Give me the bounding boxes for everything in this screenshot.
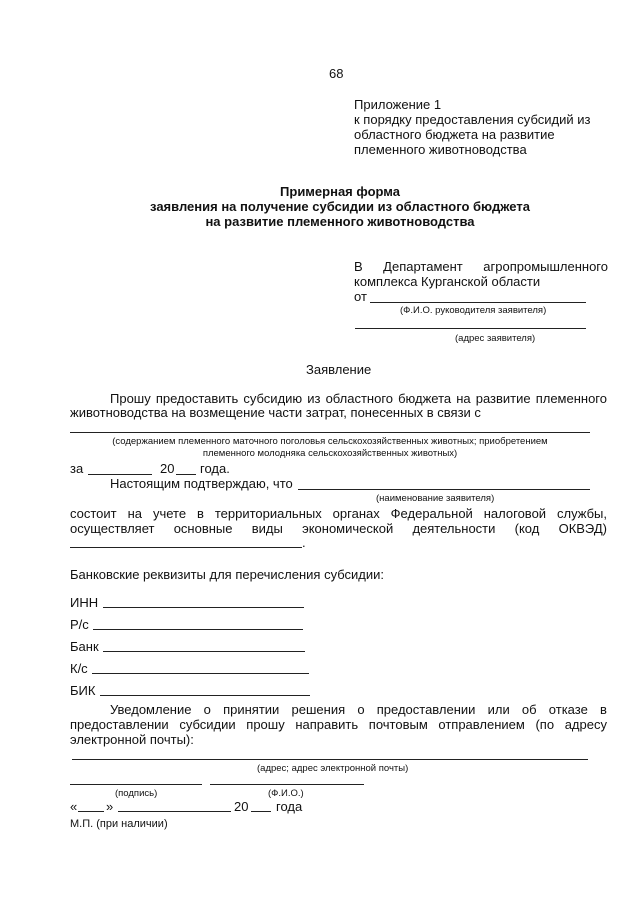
notice-word: о [203, 702, 211, 717]
appendix-line-3: племенного животноводства [354, 142, 527, 157]
form-title-line-1: Примерная форма [280, 184, 400, 199]
date-year-prefix: 20 [234, 799, 249, 814]
p2-word: учете [152, 506, 187, 521]
p1-word: развитие [475, 391, 531, 406]
from-label: от [354, 289, 367, 304]
p2-word: основные [173, 521, 233, 536]
form-title-line-3: на развитие племенного животноводства [205, 214, 475, 229]
p2-word: осуществляет [70, 521, 155, 536]
p1-word: субсидию [243, 391, 303, 406]
form-title-line-2: заявления на получение субсидии из областного бюджета [150, 199, 530, 214]
head-name-caption: (Ф.И.О. руководителя заявителя) [400, 305, 547, 316]
corr-account-field[interactable] [92, 673, 309, 674]
date-day-field[interactable] [78, 811, 104, 812]
p1-word: на [456, 391, 471, 406]
notice-address-field[interactable] [72, 759, 588, 760]
p2-word: в [196, 506, 204, 521]
p1-word: из [307, 391, 321, 406]
notice-address-caption: (адрес; адрес электронной почты) [257, 763, 409, 774]
confirm-text: Настоящим подтверждаю, что [110, 476, 293, 491]
p2-word: ОКВЭД) [558, 521, 607, 536]
head-name-field[interactable] [370, 302, 586, 303]
period-year-field[interactable] [176, 474, 196, 475]
statement-p1-line-1 [110, 391, 607, 406]
notice-word: в [599, 702, 607, 717]
period-year-prefix: 20 [160, 461, 175, 476]
p2-word: (код [514, 521, 540, 536]
addressee-word: В [354, 259, 363, 274]
account-label: Р/с [70, 617, 89, 632]
stamp-note: М.П. (при наличии) [70, 818, 168, 830]
notice-word: принятии [223, 702, 280, 717]
statement-p2-line-2 [70, 521, 607, 536]
applicant-name-field[interactable] [298, 489, 590, 490]
applicant-address-field[interactable] [355, 328, 586, 329]
bank-heading: Банковские реквизиты для перечисления субсидии: [70, 567, 384, 582]
inn-label: ИНН [70, 595, 99, 610]
okved-period: . [302, 535, 306, 550]
okved-code-field[interactable] [70, 547, 302, 548]
p2-word: Федеральной [390, 506, 473, 521]
p2-word: службы, [557, 506, 607, 521]
inn-field[interactable] [103, 607, 304, 608]
date-open-quote: « [70, 799, 78, 814]
addressee-word: агропромышленного [483, 259, 608, 274]
account-field[interactable] [93, 629, 303, 630]
notice-line-1 [110, 702, 607, 717]
p2-word: на [127, 506, 142, 521]
page-number: 68 [329, 66, 344, 81]
p1-word: племенного [535, 391, 607, 406]
notice-word: (по [535, 717, 555, 732]
statement-p1-line-2: животноводства на возмещение части затрат, понесенных в связи с [70, 405, 481, 420]
notice-line-2 [70, 717, 607, 732]
p2-word: экономической [302, 521, 394, 536]
appendix-title: Приложение 1 [354, 97, 442, 112]
notice-word: об [521, 702, 537, 717]
bank-label: Банк [70, 639, 99, 654]
expenses-caption-1: (содержанием племенного маточного поголовья сельскохозяйственных животных; приобретением [112, 436, 548, 447]
notice-word: прошу [246, 717, 285, 732]
p1-word: бюджета [398, 391, 452, 406]
expenses-caption-2: племенного молодняка сельскохозяйственных животных) [202, 448, 458, 459]
appendix-line-2: областного бюджета на развитие [354, 127, 555, 142]
applicant-caption: (наименование заявителя) [376, 493, 495, 504]
signer-name-field[interactable] [210, 784, 364, 785]
p2-word: деятельности [412, 521, 496, 536]
addressee-line-2: комплекса Курганской области [354, 274, 541, 289]
notice-word: предоставлении [376, 702, 476, 717]
notice-word: о [357, 702, 365, 717]
notice-word: или [487, 702, 510, 717]
p1-word: предоставить [155, 391, 239, 406]
p2-word: органах [332, 506, 380, 521]
signature-field[interactable] [70, 784, 202, 785]
p1-word: Прошу [110, 391, 151, 406]
period-prefix: за [70, 461, 84, 476]
notice-word: решения [291, 702, 346, 717]
notice-word: предоставлении [70, 717, 169, 732]
p2-word: виды [251, 521, 283, 536]
corr-account-label: К/с [70, 661, 88, 676]
bik-field[interactable] [100, 695, 310, 696]
statement-p2-line-1 [70, 506, 607, 521]
period-suffix: года. [200, 461, 230, 476]
date-month-field[interactable] [118, 811, 231, 812]
date-year-suffix: года [276, 799, 303, 814]
appendix-line-1: к порядку предоставления субсидий из [354, 112, 591, 127]
p2-word: территориальных [214, 506, 322, 521]
signer-name-caption: (Ф.И.О.) [268, 788, 304, 799]
notice-word: Уведомление [110, 702, 192, 717]
notice-word: отказе [548, 702, 588, 717]
p1-word: областного [325, 391, 394, 406]
address-caption: (адрес заявителя) [455, 333, 536, 344]
signature-caption: (подпись) [115, 788, 158, 799]
date-year-field[interactable] [251, 811, 271, 812]
notice-word: направить [295, 717, 359, 732]
notice-word: почтовым [368, 717, 428, 732]
notice-word: адресу [564, 717, 607, 732]
expenses-field[interactable] [70, 432, 590, 433]
bik-label: БИК [70, 683, 96, 698]
p2-word: налоговой [483, 506, 547, 521]
date-close-quote: » [106, 799, 114, 814]
bank-field[interactable] [103, 651, 305, 652]
notice-word: отправлением [438, 717, 525, 732]
p2-word: состоит [70, 506, 117, 521]
period-date-field[interactable] [88, 474, 152, 475]
addressee-line-1 [354, 259, 608, 274]
notice-line-3: электронной почты): [70, 732, 194, 747]
statement-heading: Заявление [306, 362, 372, 377]
addressee-word: Департамент [383, 259, 463, 274]
notice-word: субсидии [179, 717, 236, 732]
